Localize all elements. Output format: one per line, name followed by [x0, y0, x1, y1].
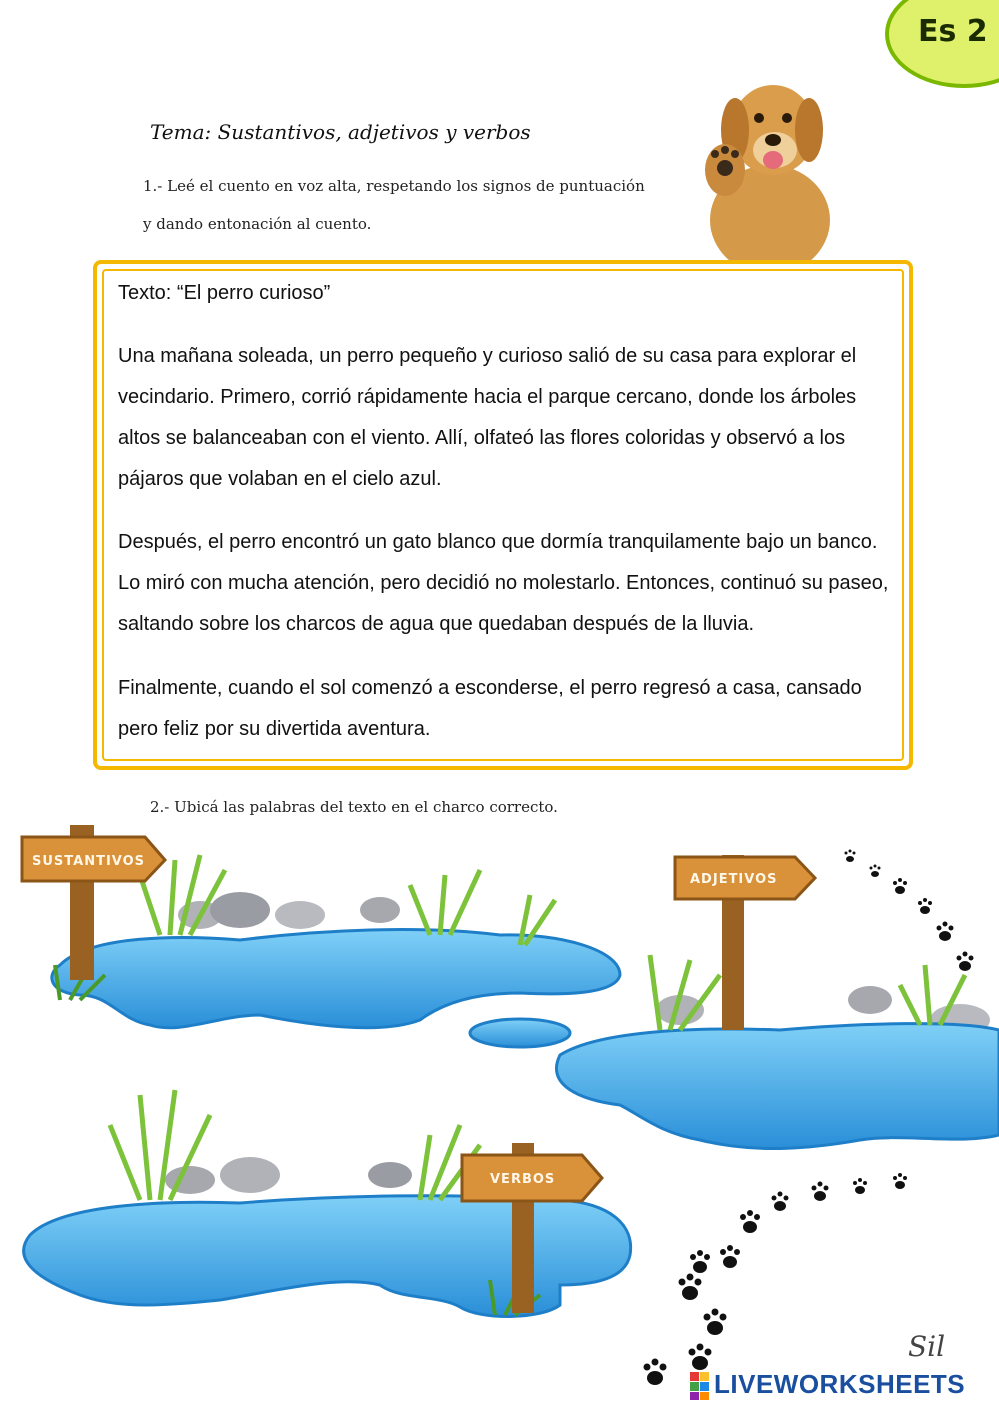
- sign-verbos-label: VERBOS: [490, 1172, 556, 1187]
- liveworksheets-logo-icon: [690, 1372, 710, 1400]
- puddle-adjetivos[interactable]: [556, 955, 999, 1149]
- story-title: Texto: “El perro curioso”: [118, 282, 331, 304]
- sign-adjetivos-label: ADJETIVOS: [690, 872, 778, 887]
- topic-heading: Tema: Sustantivos, adjetivos y verbos: [150, 120, 531, 144]
- dog-illustration: [695, 50, 835, 260]
- story-paragraph-3: Finalmente, cuando el sol comenzó a esconderse, el perro regresó a casa, cansado pero feliz por su divertida aventura.: [118, 677, 862, 740]
- story-paragraph-1: Una mañana soleada, un perro pequeño y curioso salió de su casa para explorar el vecindario. Primero, corrió rápidamente hacia el parque cercano, donde los árboles altos se balanceaban con el viento. Allí, olfateó las flores coloridas y observó a los pájaros que volaban en el cielo azul.: [118, 345, 857, 490]
- sign-sustantivos-label: SUSTANTIVOS: [32, 854, 146, 869]
- level-badge-label: Es 2: [918, 14, 988, 49]
- puddles-scene: [0, 815, 999, 1413]
- puddle-sustantivos[interactable]: [52, 855, 620, 1047]
- instruction-line-1: 1.- Leé el cuento en voz alta, respetando los signos de puntuación: [143, 177, 645, 195]
- instruction-line-2: y dando entonación al cuento.: [143, 215, 372, 233]
- liveworksheets-watermark: LIVEWORKSHEETS: [714, 1369, 966, 1399]
- instruction-step-2: 2.- Ubicá las palabras del texto en el charco correcto.: [150, 798, 558, 816]
- story-paragraph-2: Después, el perro encontró un gato blanco que dormía tranquilamente bajo un banco. Lo miró con mucha atención, pero decidió no molestarlo. Entonces, continuó su paseo, saltando sobre los charcos de agua que quedaban después de la lluvia.: [118, 531, 889, 635]
- author-signature: Sil: [908, 1330, 946, 1363]
- puddle-verbos[interactable]: [24, 1090, 631, 1317]
